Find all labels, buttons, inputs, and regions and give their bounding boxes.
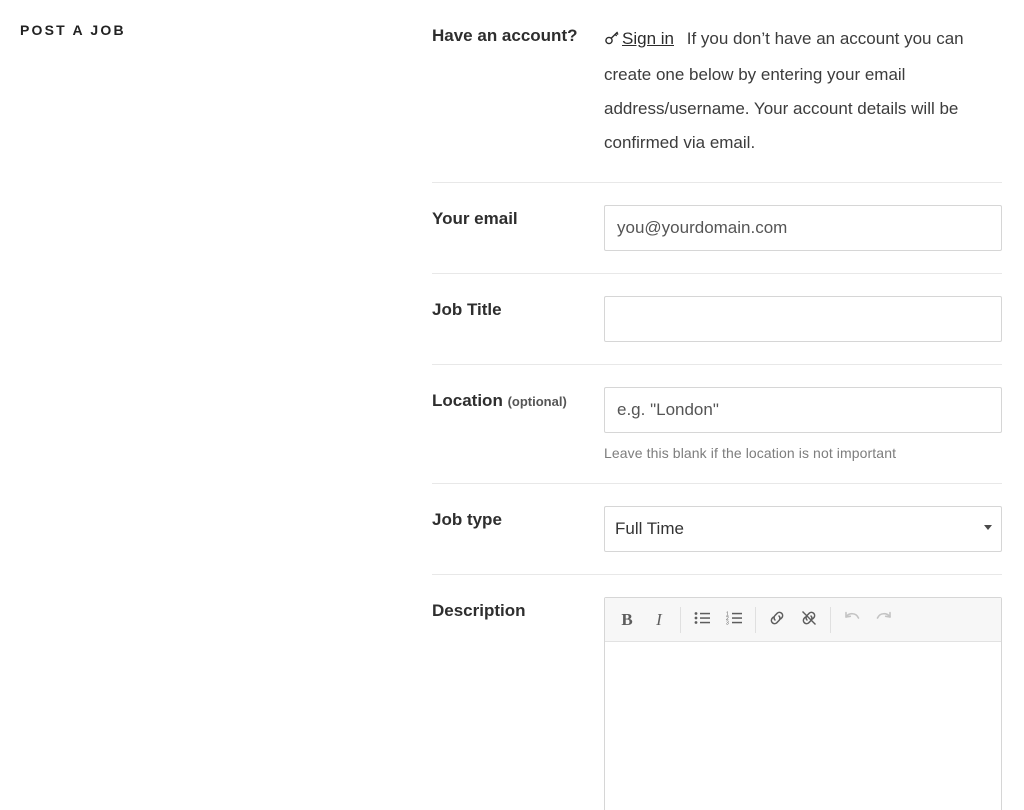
job-type-select[interactable]: Full Time — [604, 506, 1002, 552]
sign-in-link[interactable]: Sign in — [622, 29, 674, 48]
field-have-an-account — [432, 0, 1002, 183]
job-submission-form — [432, 0, 1002, 810]
svg-text:2: 2 — [725, 615, 729, 622]
undo-icon — [843, 610, 861, 630]
toolbar-divider — [755, 607, 756, 633]
svg-text:3: 3 — [725, 620, 729, 625]
bullet-list-icon — [694, 611, 711, 629]
location-body — [604, 387, 1002, 461]
chevron-down-icon — [984, 525, 992, 530]
bullet-list-button[interactable] — [686, 604, 718, 636]
email-input[interactable] — [604, 205, 1002, 251]
redo-icon — [875, 610, 893, 630]
description-editor-area[interactable] — [605, 642, 1001, 810]
job-title-body — [604, 296, 1002, 342]
bold-button[interactable]: B — [621, 609, 633, 629]
key-icon — [604, 24, 620, 58]
job-type-label: Job type — [432, 510, 502, 529]
location-label — [432, 387, 604, 411]
numbered-list-icon — [726, 611, 743, 629]
description-label: Description — [432, 601, 526, 620]
toolbar-divider — [680, 607, 681, 633]
numbered-list-button[interactable] — [718, 604, 750, 636]
job-title-label: Job Title — [432, 300, 502, 319]
job-type-select-wrapper[interactable] — [604, 506, 1002, 552]
job-type-body — [604, 506, 1002, 552]
your-email-body — [604, 205, 1002, 251]
field-your-email — [432, 183, 1002, 274]
field-location — [432, 365, 1002, 484]
toolbar-divider — [830, 607, 831, 633]
link-icon — [768, 609, 786, 631]
description-body — [604, 597, 1002, 810]
remove-link-button[interactable] — [793, 604, 825, 636]
field-job-title — [432, 274, 1002, 365]
field-job-type — [432, 484, 1002, 575]
description-editor — [604, 597, 1002, 810]
account-description: If you don’t have an account you can create one below by entering your email address/username. Your account details will be confirmed via email. — [604, 29, 964, 152]
location-hint: Leave this blank if the location is not important — [604, 445, 897, 461]
location-optional-note: (optional) — [507, 394, 567, 409]
your-email-label: Your email — [432, 209, 518, 228]
location-label-text: Location — [432, 391, 503, 410]
editor-toolbar — [605, 598, 1001, 642]
page-title: POST A JOB — [20, 22, 126, 38]
undo-button[interactable] — [836, 604, 868, 636]
svg-text:1: 1 — [725, 611, 729, 617]
redo-button[interactable] — [868, 604, 900, 636]
job-title-input[interactable] — [604, 296, 1002, 342]
location-input[interactable] — [604, 387, 1002, 433]
insert-link-button[interactable] — [761, 604, 793, 636]
have-an-account-label: Have an account? — [432, 26, 578, 45]
italic-button[interactable]: I — [656, 609, 662, 629]
have-an-account-body — [604, 22, 1002, 160]
account-description-wrapper — [604, 22, 1002, 160]
field-description — [432, 575, 1002, 810]
unlink-icon — [800, 609, 818, 631]
